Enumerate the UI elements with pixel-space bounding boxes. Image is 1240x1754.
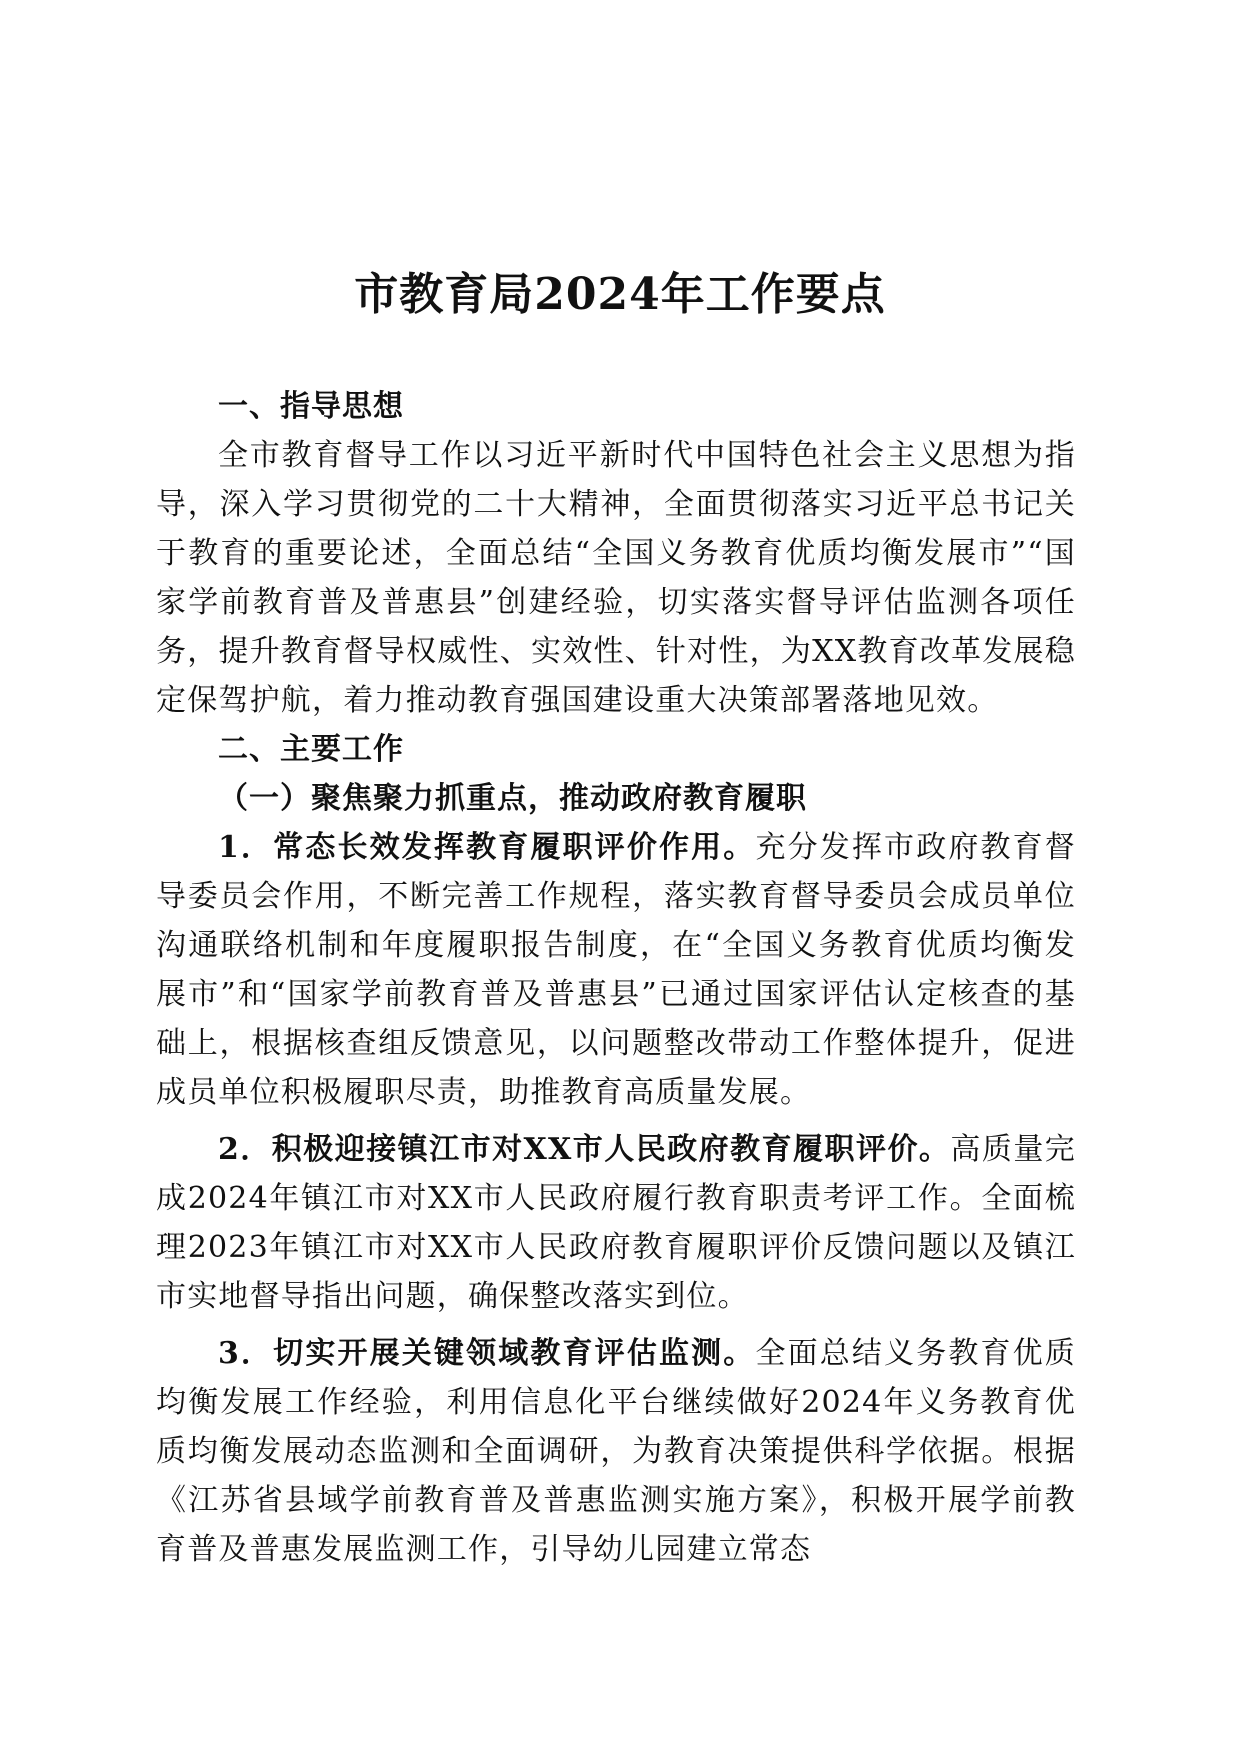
- work-item-3-lead: 3．切实开展关键领域教育评估监测。: [218, 1336, 756, 1371]
- work-item-3: [156, 1329, 1076, 1574]
- work-item-1-text: 充分发挥市政府教育督导委员会作用，不断完善工作规程，落实教育督导委员会成员单位沟通联络机制和年度履职报告制度，在“全国义务教育优质均衡发展市”和“国家学前教育普及普惠县”已通过国家评估认定核查的基础上，根据核查组反馈意见，以问题整改带动工作整体提升，促进成员单位积极履职尽责，助推教育高质量发展。: [156, 830, 1076, 1110]
- work-item-2-lead: 2．积极迎接镇江市对XX市人民政府教育履职评价。: [218, 1132, 951, 1167]
- work-item-1-lead: 1．常态长效发挥教育履职评价作用。: [218, 830, 756, 865]
- guiding-ideology-paragraph: 全市教育督导工作以习近平新时代中国特色社会主义思想为指导，深入学习贯彻党的二十大精神，全面贯彻落实习近平总书记关于教育的重要论述，全面总结“全国义务教育优质均衡发展市”“国家学前教育普及普惠县”创建经验，切实落实督导评估监测各项任务，提升教育督导权威性、实效性、针对性，为XX教育改革发展稳定保驾护航，着力推动教育强国建设重大决策部署落地见效。: [156, 438, 1076, 718]
- work-item-2-text: 高质量完成2024年镇江市对XX市人民政府履行教育职责考评工作。全面梳理2023年镇江市对XX市人民政府教育履职评价反馈问题以及镇江市实地督导指出问题，确保整改落实到位。: [156, 1132, 1076, 1314]
- work-item-1: [156, 823, 1076, 1117]
- work-item-2: [156, 1125, 1076, 1321]
- subsection-heading-1: （一）聚焦聚力抓重点，推动政府教育履职: [218, 781, 807, 816]
- section-heading-guiding-ideology: 一、指导思想: [218, 389, 404, 424]
- section-heading-main-work: 二、主要工作: [218, 732, 404, 767]
- document-body: [156, 382, 1076, 1574]
- document-title: 市教育局2024年工作要点: [354, 269, 886, 320]
- work-item-3-text: 全面总结义务教育优质均衡发展工作经验，利用信息化平台继续做好2024年义务教育优质均衡发展动态监测和全面调研，为教育决策提供科学依据。根据《江苏省县域学前教育普及普惠监测实施方案》，积极开展学前教育普及普惠发展监测工作，引导幼儿园建立常态: [156, 1336, 1076, 1567]
